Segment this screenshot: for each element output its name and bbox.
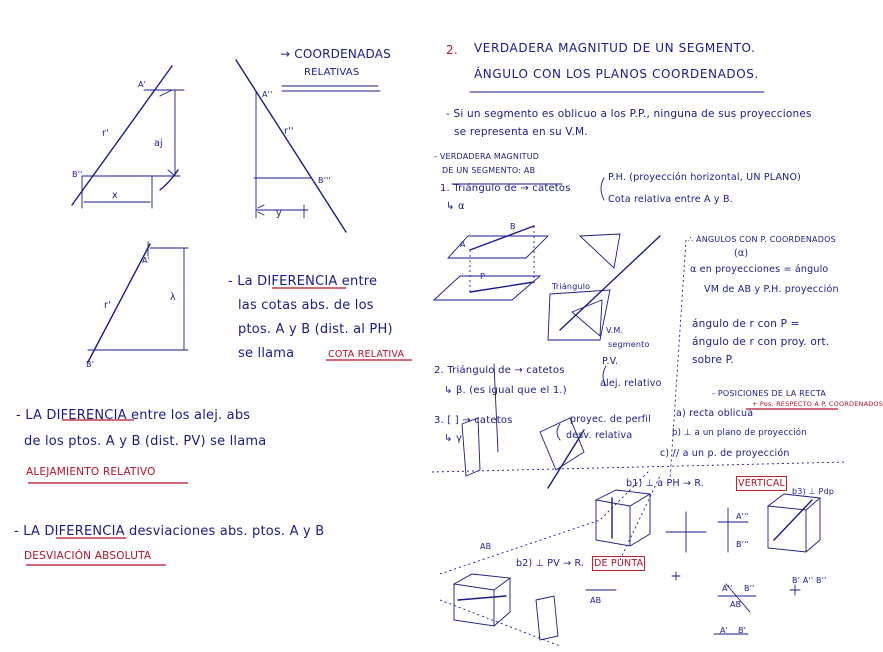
intro-line2: se representa en su V.M. xyxy=(454,126,588,138)
triangle-2-cateto-1: P.V. xyxy=(602,356,619,367)
fig2-label-a: A'' xyxy=(262,90,273,99)
angulos-title: ∴ ÁNGULOS CON P. COORDENADOS xyxy=(688,235,836,244)
posiciones-b: b) ⊥ a un plano de proyección xyxy=(672,428,807,438)
mini-label-b1: B' xyxy=(738,626,747,635)
sketch-label-triangulo: Triángulo xyxy=(552,282,591,291)
angulos-line-3: ángulo de r con P = xyxy=(692,318,800,330)
triangle-3: 3. [ ] → catetos xyxy=(434,415,513,426)
posiciones-a: a) recta oblicua xyxy=(676,408,754,419)
note-alejamiento-line1: - LA DIFERENCIA entre los alej. abs xyxy=(16,408,251,423)
note-cota-line2: las cotas abs. de los xyxy=(238,298,374,313)
heading-coordenadas: → COORDENADAS xyxy=(280,47,391,61)
fig1-label-aj: aj xyxy=(154,138,163,149)
posiciones-a-note: + Pos. RESPECTO A P. COORDENADOS xyxy=(752,400,883,408)
intro-line1: - Si un segmento es oblicuo a los P.P., ninguna de sus proyecciones xyxy=(446,108,812,120)
case-b3: b3) ⊥ Pdp xyxy=(792,487,835,496)
triangle-2-sub: ↳ β. (es igual que el 1.) xyxy=(444,385,567,396)
term-cota-relativa: COTA RELATIVA xyxy=(328,349,405,360)
mini-label-a2: A'' xyxy=(722,584,733,593)
angulos-line-4: ángulo de r con proy. ort. xyxy=(692,336,830,348)
triangle-3-sub: ↳ γ xyxy=(444,433,463,444)
case-b1-vertical: VERTICAL xyxy=(738,478,786,489)
triangle-3-cateto-2: desv. relativa xyxy=(566,430,633,441)
sketch-label-p: P xyxy=(480,272,486,281)
fig3-label-b: B' xyxy=(86,360,95,369)
fig1-label-a: A' xyxy=(138,80,147,89)
mini-label-ab-3: AB xyxy=(590,596,602,605)
note-desviacion: - LA DIFERENCIA desviaciones abs. ptos. A y B xyxy=(14,524,325,539)
mini-label-b2: B'' xyxy=(744,584,755,593)
posiciones-c: c) // a un p. de proyección xyxy=(660,448,790,459)
fig1-label-x: x xyxy=(112,190,118,201)
fig3-label-lambda: λ xyxy=(170,292,176,303)
fig1-label-b: B'' xyxy=(72,170,83,179)
figure-cota-relativa xyxy=(72,66,184,208)
case-b2-de-punta: DE PUNTA xyxy=(594,558,644,569)
vm-label-line2: DE UN SEGMENTO: AB xyxy=(442,166,536,175)
fig2-label-y: y xyxy=(276,208,282,219)
posiciones-title: - POSICIONES DE LA RECTA xyxy=(712,389,827,398)
angulos-line-2: VM de AB y P.H. proyección xyxy=(704,284,839,295)
title-number: 2. xyxy=(446,43,458,57)
title-line2: ÁNGULO CON LOS PLANOS COORDENADOS. xyxy=(474,67,759,81)
title-line1: VERDADERA MAGNITUD DE UN SEGMENTO. xyxy=(474,41,756,55)
vm-label-line1: - VERDADERA MAGNITUD xyxy=(434,152,540,161)
angulos-line-1: α en proyecciones = ángulo xyxy=(690,264,829,275)
mini-label-ab-1: AB xyxy=(480,542,492,551)
triangle-2: 2. Triángulo de → catetos xyxy=(434,365,565,376)
fig3-label-a: A' xyxy=(142,256,151,265)
angulos-line-5: sobre P. xyxy=(692,354,735,366)
mini-label-a3: A''' xyxy=(736,512,749,521)
mini-label-ab-2: AB xyxy=(730,600,742,609)
triangle-1-sub: ↳ α xyxy=(446,201,465,212)
case-b1: b1) ⊥ a PH → R. xyxy=(626,478,705,489)
fig1-label-r: r' xyxy=(102,128,109,139)
triangle-2-cateto-2: alej. relativo xyxy=(600,378,662,389)
case-b2: b2) ⊥ PV → R. xyxy=(516,558,585,569)
term-alejamiento-relativo: ALEJAMIENTO RELATIVO xyxy=(26,466,156,478)
fig2-label-b: B''' xyxy=(318,176,331,185)
term-desviacion-absoluta: DESVIACIÓN ABSOLUTA xyxy=(24,550,152,562)
sketch-profile xyxy=(462,418,584,488)
triangle-1-cateto-1: P.H. (proyección horizontal, UN PLANO) xyxy=(608,172,802,183)
note-cota-line1: - La DIFERENCIA entre xyxy=(228,274,378,289)
sketch-segment-plane xyxy=(434,226,548,300)
mini-label-a1: A' xyxy=(720,626,729,635)
sketch-label-segmento: segmento xyxy=(608,340,650,349)
heading-relativas: RELATIVAS xyxy=(304,67,360,78)
note-cota-line4: se llama xyxy=(238,346,295,361)
mini-label-b-a-b: B' A'' B'' xyxy=(792,576,827,585)
angulos-alpha: (α) xyxy=(734,248,749,259)
mini-label-b3: B''' xyxy=(736,540,749,549)
triangle-3-cateto-1: proyec. de perfil xyxy=(570,414,651,425)
note-alejamiento-line2: de los ptos. A y B (dist. PV) se llama xyxy=(24,434,267,449)
sketch-label-vm: V.M. xyxy=(606,326,624,335)
sketch-label-a: A xyxy=(460,240,466,249)
note-cota-line3: ptos. A y B (dist. al PH) xyxy=(238,322,393,337)
fig3-label-r: r' xyxy=(104,300,111,311)
sketch-label-b: B xyxy=(510,222,516,231)
fig2-label-r: r'' xyxy=(284,126,294,137)
triangle-1: 1. Triángulo de → catetos xyxy=(440,183,571,194)
triangle-1-cateto-2: Cota relativa entre A y B. xyxy=(608,194,733,205)
